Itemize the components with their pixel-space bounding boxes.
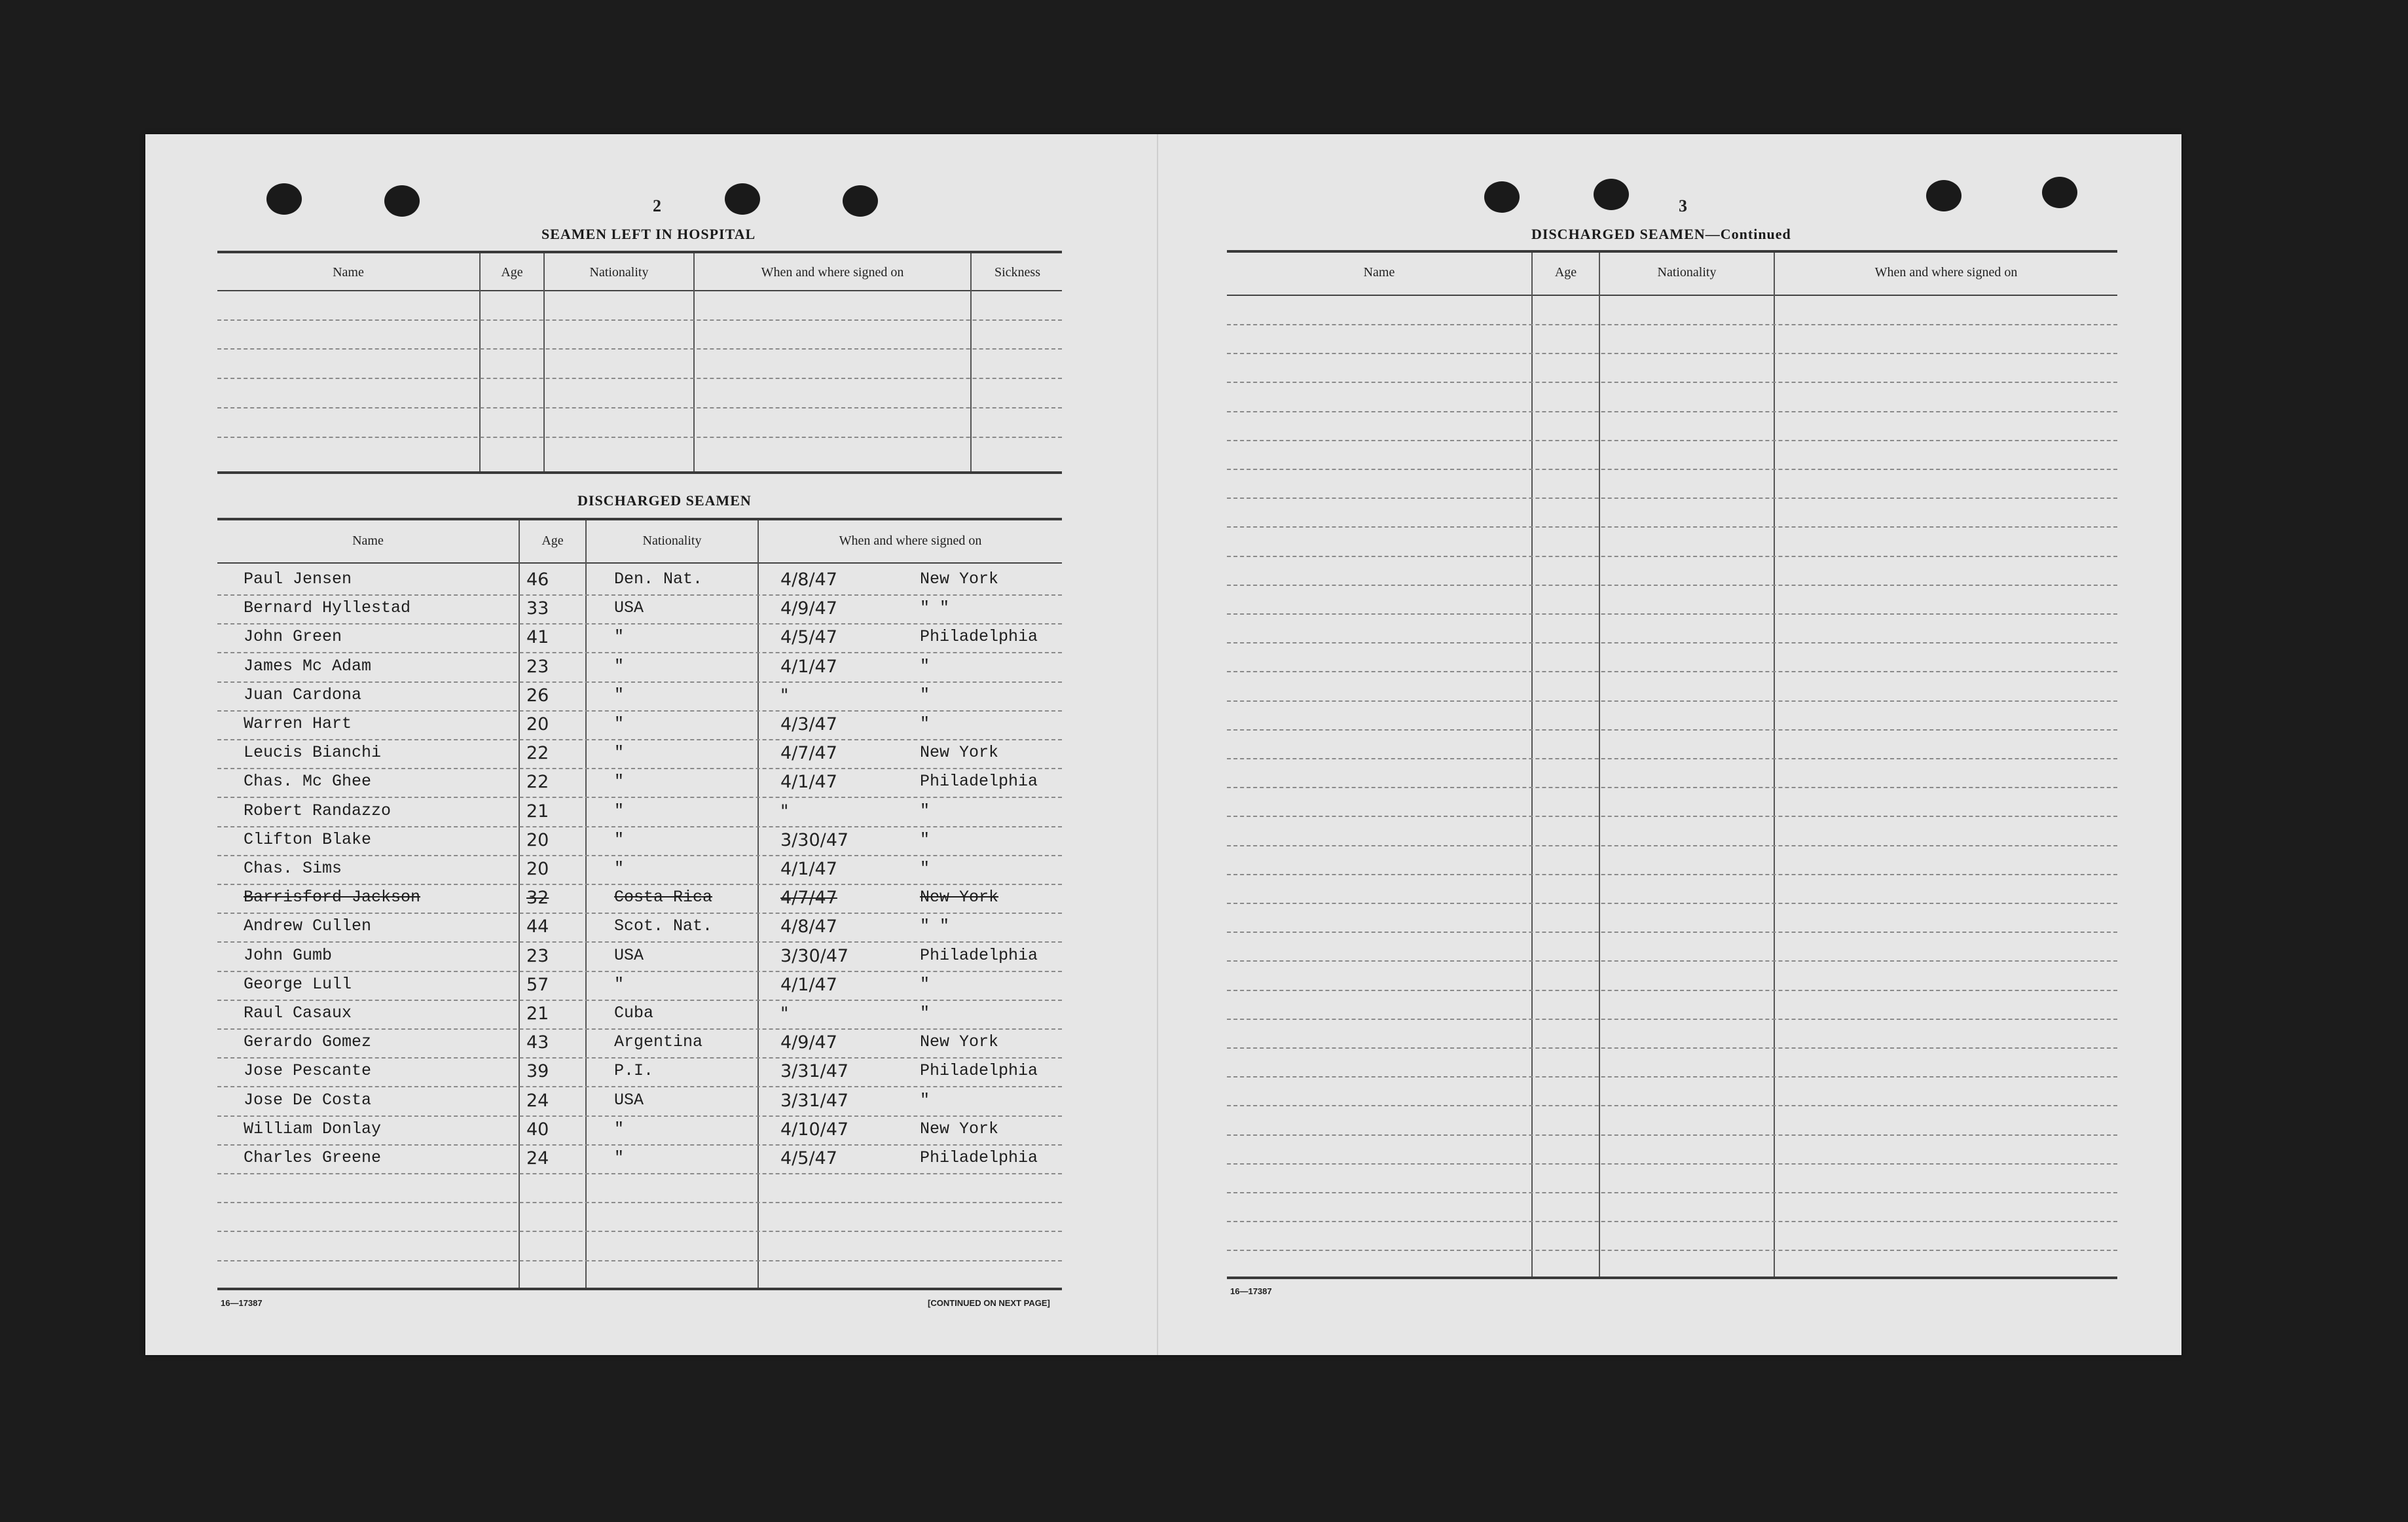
- row-place: ": [920, 974, 930, 994]
- ruled-line: [217, 768, 1062, 769]
- rule: [217, 290, 1062, 291]
- row-date: ": [780, 1004, 789, 1024]
- row-nationality: Argentina: [614, 1032, 703, 1052]
- ruled-line: [217, 826, 1062, 827]
- rule: [1227, 295, 2117, 296]
- column-divider: [693, 253, 695, 471]
- row-age: 20: [526, 714, 549, 734]
- row-age: 20: [526, 859, 549, 879]
- ruled-line: [217, 1000, 1062, 1001]
- row-place: New York: [920, 1032, 999, 1052]
- binder-hole: [725, 183, 760, 215]
- row-place: ": [920, 714, 930, 733]
- binder-hole: [266, 183, 302, 215]
- row-name: Gerardo Gomez: [244, 1032, 372, 1052]
- ruled-line: [217, 1144, 1062, 1146]
- ruled-line: [1227, 382, 2117, 383]
- ruled-line: [1227, 932, 2117, 933]
- row-nationality: P.I.: [614, 1061, 654, 1081]
- row-place: Philadelphia: [920, 1061, 1038, 1081]
- row-age: 40: [526, 1119, 549, 1140]
- ruled-line: [217, 797, 1062, 798]
- rule: [1227, 250, 2117, 253]
- row-place: ": [920, 801, 930, 820]
- row-date: 3/30/47: [780, 829, 849, 850]
- row-nationality: ": [614, 772, 625, 791]
- binder-hole: [1594, 179, 1629, 210]
- row-name: John Gumb: [244, 945, 333, 965]
- ruled-line: [217, 348, 1062, 350]
- row-age: 44: [526, 916, 549, 937]
- column-header-nationality: Nationality: [642, 534, 702, 548]
- row-age: 46: [526, 570, 549, 590]
- row-name: Juan Cardona: [244, 685, 362, 704]
- row-place: Philadelphia: [920, 772, 1038, 791]
- row-age: 23: [526, 945, 549, 966]
- manifest-sheet: [145, 134, 2181, 1355]
- row-place: ": [920, 1004, 930, 1023]
- form-number: 16—17387: [221, 1298, 263, 1308]
- row-place: New York: [920, 888, 999, 907]
- ruled-line: [217, 1202, 1062, 1203]
- ruled-line: [217, 652, 1062, 653]
- page-number: 3: [1679, 196, 1687, 215]
- row-place: ": [920, 859, 930, 878]
- continued-note: [CONTINUED ON NEXT PAGE]: [928, 1298, 1050, 1308]
- row-date: 4/10/47: [780, 1119, 849, 1140]
- row-place: ": [920, 1090, 930, 1110]
- binder-hole: [1484, 181, 1520, 213]
- page-number: 2: [653, 196, 661, 215]
- ruled-line: [1227, 1047, 2117, 1049]
- ruled-line: [217, 1057, 1062, 1059]
- row-nationality: ": [614, 685, 625, 704]
- row-nationality: USA: [614, 1090, 644, 1110]
- row-place: New York: [920, 1119, 999, 1138]
- row-name: William Donlay: [244, 1119, 382, 1138]
- row-age: 21: [526, 1004, 549, 1024]
- row-name: Andrew Cullen: [244, 916, 372, 936]
- ruled-line: [217, 681, 1062, 683]
- row-name: Barrisford Jackson: [244, 888, 421, 907]
- ruled-line: [1227, 1134, 2117, 1136]
- row-place: New York: [920, 570, 999, 589]
- row-name: Paul Jensen: [244, 570, 352, 589]
- ruled-line: [217, 913, 1062, 914]
- column-divider: [543, 253, 545, 471]
- row-nationality: ": [614, 859, 625, 878]
- column-header-name: Name: [352, 534, 384, 548]
- row-date: 3/31/47: [780, 1090, 849, 1111]
- ruled-line: [217, 623, 1062, 625]
- row-place: Philadelphia: [920, 627, 1038, 647]
- ruled-line: [217, 1173, 1062, 1174]
- rule: [217, 471, 1062, 474]
- binder-hole: [2042, 177, 2077, 208]
- row-date: 3/31/47: [780, 1061, 849, 1082]
- row-date: 4/5/47: [780, 627, 837, 648]
- column-header-sickness: Sickness: [994, 265, 1040, 280]
- ruled-line: [1227, 1105, 2117, 1106]
- ruled-line: [1227, 440, 2117, 441]
- ruled-line: [1227, 845, 2117, 846]
- row-name: Chas. Mc Ghee: [244, 772, 372, 791]
- form-number: 16—17387: [1230, 1286, 1272, 1296]
- row-date: 3/30/47: [780, 945, 849, 966]
- row-nationality: Cuba: [614, 1004, 654, 1023]
- ruled-line: [1227, 1250, 2117, 1251]
- row-age: 43: [526, 1032, 549, 1053]
- ruled-line: [217, 710, 1062, 712]
- row-date: 4/8/47: [780, 916, 837, 937]
- ruled-line: [1227, 671, 2117, 672]
- row-name: Warren Hart: [244, 714, 352, 733]
- row-date: 4/1/47: [780, 974, 837, 995]
- row-place: Philadelphia: [920, 945, 1038, 965]
- ruled-line: [1227, 642, 2117, 643]
- row-nationality: ": [614, 743, 625, 763]
- row-age: 26: [526, 685, 549, 706]
- ruled-line: [1227, 411, 2117, 412]
- row-name: Chas. Sims: [244, 859, 342, 878]
- binder-hole: [843, 185, 878, 217]
- row-age: 32: [526, 888, 549, 909]
- ruled-line: [1227, 613, 2117, 615]
- ruled-line: [1227, 469, 2117, 470]
- rule: [217, 518, 1062, 520]
- row-age: 24: [526, 1148, 549, 1169]
- ruled-line: [217, 1115, 1062, 1117]
- ruled-line: [217, 1260, 1062, 1261]
- row-nationality: USA: [614, 945, 644, 965]
- row-age: 33: [526, 598, 549, 619]
- ruled-line: [217, 437, 1062, 438]
- ruled-line: [217, 971, 1062, 972]
- column-header-signed-on: When and where signed on: [761, 265, 904, 280]
- ruled-line: [1227, 700, 2117, 702]
- column-header-name: Name: [1363, 265, 1395, 280]
- row-place: Philadelphia: [920, 1148, 1038, 1167]
- column-header-age: Age: [541, 534, 564, 548]
- row-date: 4/9/47: [780, 598, 837, 619]
- rule: [217, 1288, 1062, 1290]
- row-name: Leucis Bianchi: [244, 743, 382, 763]
- row-age: 39: [526, 1061, 549, 1082]
- row-nationality: ": [614, 1119, 625, 1138]
- ruled-line: [1227, 1163, 2117, 1165]
- row-date: 4/7/47: [780, 888, 837, 909]
- row-age: 21: [526, 801, 549, 822]
- ruled-line: [217, 884, 1062, 885]
- row-nationality: ": [614, 829, 625, 849]
- ruled-line: [1227, 729, 2117, 731]
- hospital-section-title: SEAMEN LEFT IN HOSPITAL: [541, 226, 756, 242]
- ruled-line: [1227, 1076, 2117, 1078]
- column-header-signed-on: When and where signed on: [1874, 265, 2018, 280]
- column-divider: [970, 253, 972, 471]
- column-header-signed-on: When and where signed on: [839, 534, 982, 548]
- row-name: John Green: [244, 627, 342, 647]
- column-divider: [1774, 253, 1775, 1277]
- row-date: 4/3/47: [780, 714, 837, 734]
- ruled-line: [1227, 903, 2117, 904]
- ruled-line: [1227, 816, 2117, 817]
- row-date: ": [780, 801, 789, 822]
- row-name: George Lull: [244, 974, 352, 994]
- row-age: 22: [526, 743, 549, 764]
- ruled-line: [217, 1028, 1062, 1030]
- row-date: 4/8/47: [780, 570, 837, 590]
- ruled-line: [217, 739, 1062, 740]
- column-header-age: Age: [1554, 265, 1577, 280]
- row-place: ": [920, 656, 930, 676]
- ruled-line: [1227, 1221, 2117, 1222]
- row-nationality: Den. Nat.: [614, 570, 703, 589]
- row-date: 4/1/47: [780, 656, 837, 677]
- ruled-line: [1227, 1019, 2117, 1020]
- ruled-line: [1227, 324, 2117, 325]
- ruled-line: [1227, 585, 2117, 586]
- row-place: ": [920, 829, 930, 849]
- ruled-line: [217, 378, 1062, 379]
- row-name: Jose De Costa: [244, 1090, 372, 1110]
- row-age: 23: [526, 656, 549, 677]
- rule: [217, 562, 1062, 564]
- row-name: Jose Pescante: [244, 1061, 372, 1081]
- column-header-nationality: Nationality: [1657, 265, 1717, 280]
- row-nationality: ": [614, 1148, 625, 1167]
- row-place: " ": [920, 916, 950, 936]
- row-date: 4/9/47: [780, 1032, 837, 1053]
- column-header-name: Name: [333, 265, 364, 280]
- ruled-line: [1227, 556, 2117, 557]
- ruled-line: [1227, 1192, 2117, 1193]
- row-name: Clifton Blake: [244, 829, 372, 849]
- binder-hole: [384, 185, 420, 217]
- row-nationality: Costa Rica: [614, 888, 713, 907]
- row-place: ": [920, 685, 930, 704]
- row-date: 4/5/47: [780, 1148, 837, 1169]
- row-nationality: ": [614, 974, 625, 994]
- row-date: 4/7/47: [780, 743, 837, 764]
- ruled-line: [1227, 758, 2117, 759]
- row-name: Bernard Hyllestad: [244, 598, 411, 618]
- row-age: 20: [526, 829, 549, 850]
- row-name: Robert Randazzo: [244, 801, 392, 820]
- row-nationality: ": [614, 656, 625, 676]
- ruled-line: [217, 941, 1062, 943]
- column-divider: [479, 253, 481, 471]
- ruled-line: [1227, 526, 2117, 528]
- row-name: Charles Greene: [244, 1148, 382, 1167]
- ruled-line: [1227, 874, 2117, 875]
- row-place: New York: [920, 743, 999, 763]
- rule: [217, 251, 1062, 253]
- column-divider: [1531, 253, 1533, 1277]
- ruled-line: [1227, 353, 2117, 354]
- row-nationality: ": [614, 627, 625, 647]
- ruled-line: [217, 1086, 1062, 1087]
- row-age: 24: [526, 1090, 549, 1111]
- ruled-line: [1227, 990, 2117, 991]
- row-nationality: ": [614, 714, 625, 733]
- ruled-line: [217, 407, 1062, 408]
- ruled-line: [217, 855, 1062, 856]
- row-name: Raul Casaux: [244, 1004, 352, 1023]
- ruled-line: [217, 319, 1062, 321]
- discharged-section-title: DISCHARGED SEAMEN: [577, 492, 752, 509]
- column-header-nationality: Nationality: [589, 265, 649, 280]
- ruled-line: [1227, 960, 2117, 962]
- row-nationality: Scot. Nat.: [614, 916, 713, 936]
- rule: [1227, 1277, 2117, 1279]
- row-age: 57: [526, 974, 549, 995]
- ruled-line: [217, 1231, 1062, 1232]
- ruled-line: [1227, 498, 2117, 499]
- left-page: [145, 134, 1157, 1355]
- row-date: ": [780, 685, 789, 706]
- row-name: James Mc Adam: [244, 656, 372, 676]
- ruled-line: [217, 594, 1062, 596]
- ruled-line: [1227, 787, 2117, 788]
- row-nationality: ": [614, 801, 625, 820]
- row-place: " ": [920, 598, 950, 618]
- row-date: 4/1/47: [780, 859, 837, 879]
- row-age: 41: [526, 627, 549, 648]
- row-age: 22: [526, 772, 549, 793]
- column-divider: [1599, 253, 1600, 1277]
- binder-hole: [1926, 180, 1961, 211]
- row-nationality: USA: [614, 598, 644, 618]
- row-date: 4/1/47: [780, 772, 837, 793]
- right-page: [1158, 134, 2181, 1355]
- column-header-age: Age: [501, 265, 523, 280]
- continued-section-title: DISCHARGED SEAMEN—Continued: [1531, 226, 1791, 242]
